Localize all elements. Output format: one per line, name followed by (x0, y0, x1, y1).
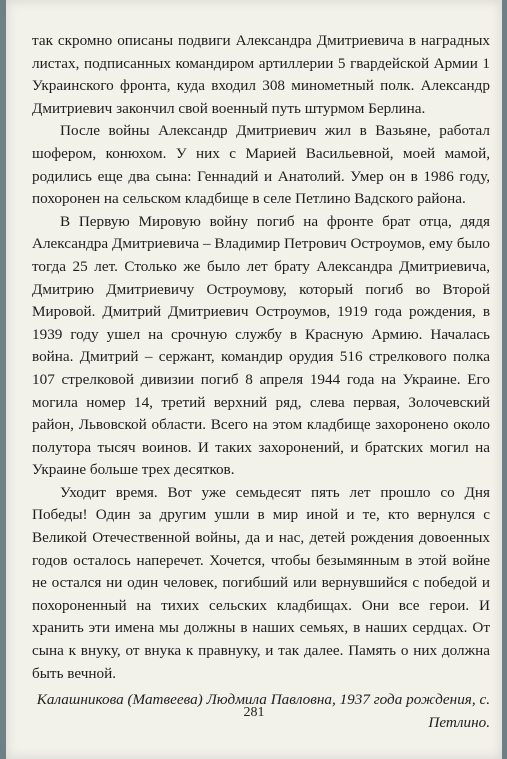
paragraph-2: После войны Александр Дмитриевич жил в Вазьяне, работал шофером, конюхом. У них с Марией Васильевной, моей мамой, родились еще два сына: Геннадий и Анатолий. Умер он в 1986 году, похоронен на сельском кладбище в селе Петлино Вадского района. (32, 122, 490, 208)
book-page (6, 0, 502, 759)
paragraph-3: В Первую Мировую войну погиб на фронте брат отца, дядя Александра Дмитриевича – Владимир Петрович Остроумов, ему было тогда 25 лет. Столько же было лет брату Александра Дмитриевича, Дмитрию Дмитриевичу Остроумову, который погиб во Второй Мировой. Дмитрий Дмитриевич Остроумов, 1919 года рождения, в 1939 году ушел на срочную службу в Красную Армию. Началась война. Дмитрий – сержант, командир орудия 516 стрелкового полка 107 стрелковой дивизии погиб 8 апреля 1944 года на Украине. Его могила номер 14, третий верхний ряд, слева первая, Золочевский район, Львовской области. Всего на этом кладбище захоронено около полутора тысяч воинов. И таких захоронений, и братских могил на Украине больше трех десятков. (32, 212, 490, 479)
paragraph-4: Уходит время. Вот уже семьдесят пять лет прошло со Дня Победы! Один за другим ушли в мир иной и те, кто вернулся с Великой Отечественной войны, да и нас, детей рождения довоенных годов осталось наперечет. Хочется, чтобы безымянным в этой войне не остался ни один человек, погибший или вернувшийся с победой и похороненный на тихих сельских кладбищах. Они все герои. И хранить эти имена мы должны в наших семьях, в наших сердцах. От сына к внуку, от внука к правнуку, и так далее. Память о них должна быть вечной. (32, 483, 490, 682)
page-number: 281 (243, 705, 265, 720)
author-signature: Калашникова (Матвеева) Людмила Павловна, 1937 года рождения, с. Петлино. (36, 691, 490, 731)
page-text (32, 30, 490, 734)
paragraph-1: так скромно описаны подвиги Александра Дмитриевича в наградных листах, подписанных командиром артиллерии 5 гвардейской Армии 1 Украинского фронта, куда входил 308 минометный полк. Александр Дмитриевич закончил свой военный путь штурмом Берлина. (32, 32, 490, 117)
